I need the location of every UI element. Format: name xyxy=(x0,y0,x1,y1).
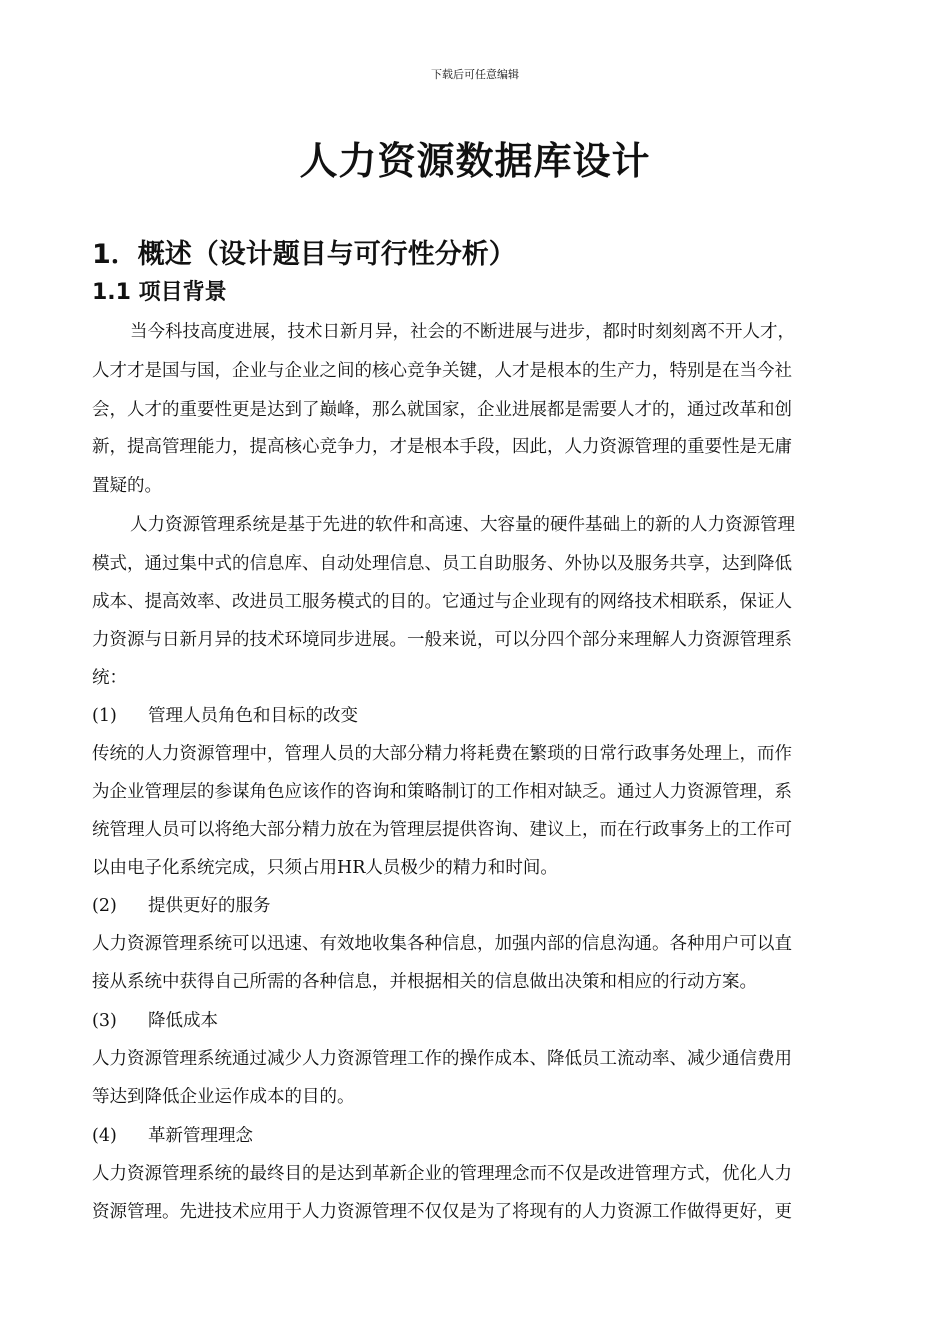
list-label: 革新管理理念 xyxy=(148,1126,253,1146)
page-header: 下载后可任意编辑 xyxy=(431,68,519,81)
paragraph-line: 力资源与日新月异的技术环境同步进展。一般来说，可以分四个部分来理解人力资源管理系 xyxy=(92,630,792,650)
paragraph-line: 置疑的。 xyxy=(92,476,162,496)
paragraph-line: 人力资源管理系统可以迅速、有效地收集各种信息，加强内部的信息沟通。各种用户可以直 xyxy=(92,934,792,954)
paragraph-line: 为企业管理层的参谋角色应该作的咨询和策略制订的工作相对缺乏。通过人力资源管理，系 xyxy=(92,782,792,802)
paragraph-line: 人才才是国与国，企业与企业之间的核心竞争关键，人才是根本的生产力，特别是在当今社 xyxy=(92,361,792,381)
list-label: 管理人员角色和目标的改变 xyxy=(148,706,358,726)
paragraph-line: 以由电子化系统完成，只须占用HR人员极少的精力和时间。 xyxy=(92,858,558,878)
paragraph-line: 人力资源管理系统的最终目的是达到革新企业的管理理念而不仅是改进管理方式，优化人力 xyxy=(92,1164,792,1184)
list-number: (4) xyxy=(92,1126,117,1146)
list-item-heading xyxy=(92,1007,218,1032)
list-number: (2) xyxy=(92,896,117,916)
list-number: (3) xyxy=(92,1011,117,1031)
paragraph-line: 人力资源管理系统通过减少人力资源管理工作的操作成本、降低员工流动率、减少通信费用 xyxy=(92,1049,792,1069)
paragraph-line: 新，提高管理能力，提高核心竞争力，才是根本手段，因此，人力资源管理的重要性是无庸 xyxy=(92,437,792,457)
paragraph-line: 统管理人员可以将绝大部分精力放在为管理层提供咨询、建议上，而在行政事务上的工作可 xyxy=(92,820,792,840)
paragraph-line: 统： xyxy=(92,668,127,688)
subsection-heading: 1.1 项目背景 xyxy=(92,280,227,305)
list-label: 提供更好的服务 xyxy=(148,896,271,916)
paragraph-line: 接从系统中获得自己所需的各种信息，并根据相关的信息做出决策和相应的行动方案。 xyxy=(92,972,757,992)
section-heading: 1．概述（设计题目与可行性分析） xyxy=(92,239,516,270)
list-item-heading xyxy=(92,892,271,917)
paragraph-line: 当今科技高度进展，技术日新月异，社会的不断进展与进步，都时时刻刻离不开人才， xyxy=(130,322,795,342)
list-item-heading xyxy=(92,1122,253,1147)
paragraph-line: 人力资源管理系统是基于先进的软件和高速、大容量的硬件基础上的新的人力资源管理 xyxy=(130,515,795,535)
paragraph-line: 成本、提高效率、改进员工服务模式的目的。它通过与企业现有的网络技术相联系，保证人 xyxy=(92,592,792,612)
paragraph-line: 传统的人力资源管理中，管理人员的大部分精力将耗费在繁琐的日常行政事务处理上，而作 xyxy=(92,744,792,764)
paragraph-line: 资源管理。先进技术应用于人力资源管理不仅仅是为了将现有的人力资源工作做得更好，更 xyxy=(92,1202,792,1222)
document-title: 人力资源数据库设计 xyxy=(299,139,651,183)
list-number: (1) xyxy=(92,706,117,726)
paragraph-line: 会，人才的重要性更是达到了巅峰，那么就国家，企业进展都是需要人才的，通过改革和创 xyxy=(92,400,792,420)
list-item-heading xyxy=(92,702,358,727)
paragraph-line: 模式，通过集中式的信息库、自动处理信息、员工自助服务、外协以及服务共享，达到降低 xyxy=(92,554,792,574)
paragraph-line: 等达到降低企业运作成本的目的。 xyxy=(92,1087,355,1107)
list-label: 降低成本 xyxy=(148,1011,218,1031)
